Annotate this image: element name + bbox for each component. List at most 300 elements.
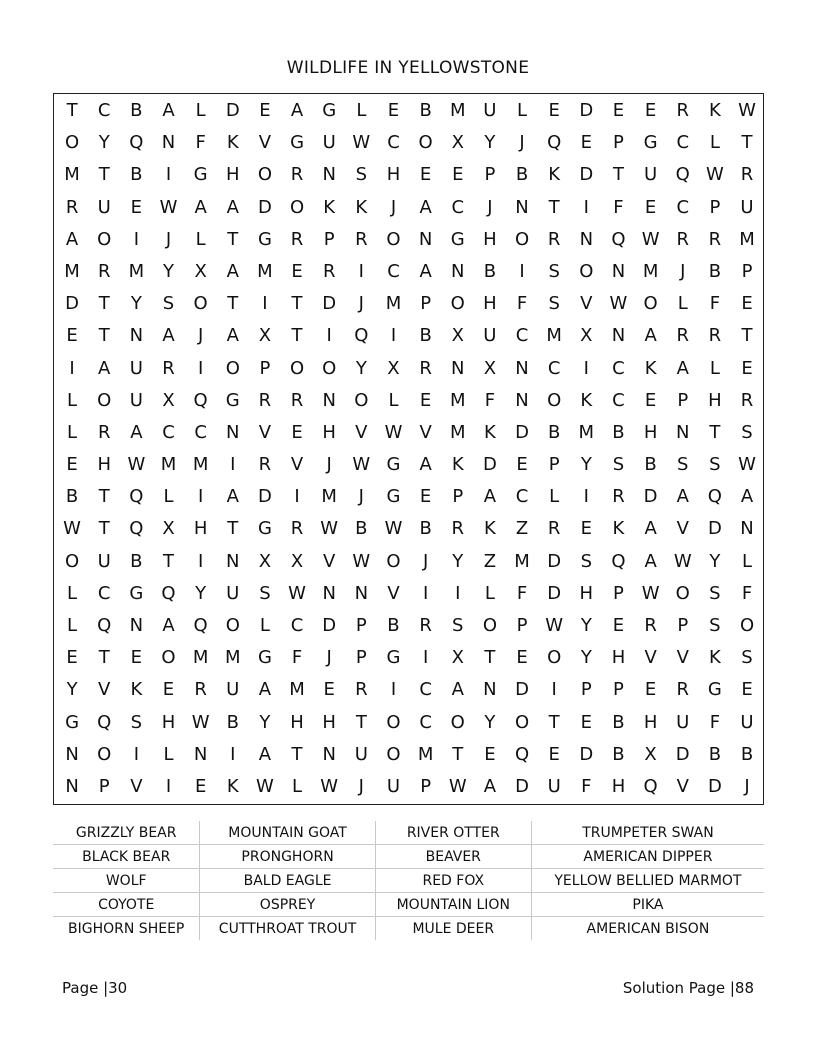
grid-letter: W [159,196,178,218]
grid-letter: W [641,228,660,250]
grid-letter: I [294,486,300,508]
grid-letter: O [514,711,530,733]
word-list-table [53,821,764,940]
grid-letter: E [741,679,753,701]
grid-letter: S [709,615,721,636]
grid-letter: L [67,582,78,604]
grid-letter: U [354,743,368,765]
grid-letter: J [326,647,332,669]
grid-letter: G [386,486,401,508]
grid-letter: P [452,486,464,508]
grid-letter: G [707,679,722,701]
grid-letter: U [129,389,143,411]
grid-letter: S [130,711,143,733]
grid-letter: A [419,260,432,282]
grid-letter: K [644,357,657,379]
grid-letter: E [291,421,303,443]
grid-letter: N [322,164,336,186]
grid-letter: X [644,743,657,765]
grid-letter: P [677,389,689,411]
grid-letter: A [419,454,432,476]
grid-letter: R [676,100,689,121]
grid-letter: X [451,325,464,347]
word-list-item: GRIZZLY BEAR [53,821,200,845]
grid-letter: H [322,711,336,733]
grid-letter: O [482,615,497,636]
grid-letter: P [323,228,335,250]
grid-letter: O [257,164,272,186]
grid-letter: Q [97,711,112,733]
grid-letter: A [162,615,175,636]
grid-letter: F [613,196,624,218]
word-list-row [53,869,764,893]
grid-letter: E [66,325,78,347]
grid-letter: N [451,357,465,379]
grid-letter: G [225,389,240,411]
grid-letter: M [321,486,337,508]
grid-letter: P [709,196,721,218]
grid-letter: E [130,647,143,669]
grid-letter: B [708,743,722,765]
grid-letter: K [580,389,593,411]
grid-letter: K [451,454,464,476]
grid-row [56,224,763,256]
grid-letter: W [127,454,146,476]
grid-letter: K [708,647,721,669]
grid-letter: W [191,711,210,733]
grid-letter: M [739,228,755,250]
grid-row [56,546,763,578]
grid-letter: I [165,164,172,186]
grid-letter: R [290,389,304,411]
grid-letter: A [226,260,239,282]
grid-letter: P [580,679,592,701]
grid-letter: T [98,486,110,508]
grid-letter: A [676,357,689,379]
grid-letter: I [583,357,589,379]
grid-letter: R [451,518,465,540]
grid-letter: E [644,389,657,411]
grid-letter: B [419,100,432,121]
grid-letter: Y [709,550,721,572]
grid-letter: R [258,454,272,476]
grid-letter: G [257,228,272,250]
grid-letter: I [422,582,429,604]
grid-letter: U [740,711,754,733]
grid-letter: R [547,228,561,250]
grid-letter: R [258,389,272,411]
grid-letter: T [227,293,239,315]
grid-letter: W [256,775,274,797]
grid-letter: G [386,647,401,669]
grid-letter: E [580,132,592,154]
grid-letter: T [98,164,110,186]
grid-letter: I [583,196,589,218]
grid-letter: D [322,293,337,315]
grid-letter: S [612,454,625,476]
grid-letter: L [549,486,560,508]
grid-letter: E [66,647,78,669]
grid-letter: V [676,647,689,669]
grid-letter: X [483,357,497,379]
grid-letter: N [322,743,336,765]
grid-letter: K [483,518,496,540]
grid-letter: D [257,486,272,508]
grid-letter: O [514,228,530,250]
grid-letter: Y [580,454,592,476]
word-list-item: BALD EAGLE [200,869,375,893]
grid-letter: U [129,357,143,379]
grid-row [56,674,763,706]
grid-letter: R [355,228,368,250]
grid-letter: E [741,357,753,379]
grid-letter: N [226,421,240,443]
grid-letter: O [322,357,337,379]
word-list-item: RIVER OTTER [375,821,531,845]
grid-letter: W [320,518,339,540]
grid-letter: G [386,454,401,476]
grid-letter: E [580,518,592,540]
grid-letter: J [358,486,364,508]
word-list-row [53,821,764,845]
grid-letter: F [516,293,528,315]
grid-letter: A [740,486,754,508]
grid-letter: D [579,164,594,186]
grid-letter: S [580,550,593,572]
grid-row [56,95,763,127]
grid-letter: Y [484,711,496,733]
grid-letter: A [258,679,272,701]
grid-letter: M [385,293,402,315]
grid-letter: O [579,260,594,282]
grid-letter: U [226,679,240,701]
grid-letter: Q [97,615,112,636]
grid-letter: H [290,711,304,733]
grid-letter: K [226,775,239,797]
grid-letter: S [259,582,271,604]
word-list-item: WOLF [53,869,200,893]
grid-letter: Q [193,389,208,411]
grid-letter: R [290,228,304,250]
grid-letter: E [259,100,271,121]
grid-letter: Y [66,679,78,701]
grid-letter: X [258,550,272,572]
grid-letter: Y [162,260,174,282]
grid-letter: P [613,582,624,604]
grid-letter: B [226,711,239,733]
grid-letter: B [612,743,625,765]
grid-letter: H [611,647,626,669]
grid-letter: W [673,550,692,572]
grid-letter: L [709,357,720,379]
grid-letter: P [355,615,367,636]
grid-letter: Y [195,582,207,604]
grid-letter: N [65,743,79,765]
grid-letter: R [676,325,689,347]
word-list-item: AMERICAN BISON [586,920,710,937]
grid-letter: O [643,293,658,315]
grid-letter: H [161,711,176,733]
grid-letter: R [419,357,432,379]
grid-letter: R [419,615,432,636]
grid-letter: M [449,100,466,121]
grid-letter: Q [547,132,562,154]
grid-letter: T [98,293,110,315]
grid-letter: F [516,582,528,604]
grid-letter: J [487,196,493,218]
grid-letter: X [451,132,464,154]
grid-letter: R [740,389,754,411]
grid-letter: C [97,100,111,121]
grid-letter: E [194,775,207,797]
grid-letter: A [644,550,657,572]
grid-letter: E [612,100,625,121]
grid-letter: A [419,196,432,218]
grid-letter: C [612,357,625,379]
grid-letter: P [516,615,528,636]
grid-letter: S [548,260,560,282]
grid-letter: W [738,100,756,121]
grid-letter: R [355,679,368,701]
grid-letter: M [449,389,466,411]
grid-letter: I [197,550,204,572]
grid-letter: E [644,679,657,701]
grid-letter: W [320,775,339,797]
grid-letter: V [644,647,657,669]
grid-row [56,642,763,674]
grid-letter: P [420,775,432,797]
grid-letter: D [547,550,562,572]
grid-letter: K [612,518,625,540]
grid-letter: T [162,550,174,572]
grid-letter: N [354,582,369,604]
grid-letter: X [451,647,464,669]
grid-letter: W [705,164,724,186]
grid-letter: B [515,164,529,186]
grid-letter: E [130,196,143,218]
grid-letter: W [609,293,628,315]
grid-letter: J [744,775,750,797]
grid-letter: O [386,711,401,733]
grid-letter: N [676,421,690,443]
grid-letter: R [97,421,111,443]
grid-letter: C [290,615,304,636]
grid-letter: R [194,679,207,701]
grid-row [56,578,763,610]
grid-letter: E [741,293,753,315]
grid-letter: L [163,486,174,508]
grid-letter: R [547,518,561,540]
grid-letter: E [612,615,625,636]
grid-letter: F [195,132,206,154]
grid-letter: Q [129,518,144,540]
grid-letter: B [708,260,722,282]
grid-letter: P [548,454,560,476]
grid-letter: I [197,486,204,508]
grid-letter: W [288,582,306,604]
grid-letter: J [165,228,172,250]
grid-letter: E [452,164,464,186]
grid-letter: D [579,743,594,765]
grid-letter: H [643,421,658,443]
grid-row [56,513,763,545]
grid-letter: N [193,743,208,765]
grid-letter: N [418,228,433,250]
grid-letter: A [644,325,657,347]
grid-letter: K [130,679,143,701]
grid-letter: Q [611,228,626,250]
grid-letter: A [162,325,175,347]
grid-letter: M [64,260,80,282]
grid-letter: L [677,293,688,315]
grid-letter: A [676,486,689,508]
grid-letter: V [323,550,336,572]
grid-letter: D [515,421,529,443]
grid-letter: W [384,518,403,540]
grid-letter: U [322,132,336,154]
grid-letter: F [291,647,303,669]
grid-letter: L [709,132,720,154]
grid-letter: U [644,164,658,186]
grid-row [56,256,763,288]
grid-letter: O [193,293,208,315]
grid-letter: K [226,132,239,154]
grid-row [56,320,763,352]
grid-letter: I [551,679,557,701]
grid-letter: Q [161,582,176,604]
grid-letter: J [680,260,686,282]
grid-letter: N [129,325,144,347]
grid-letter: Y [484,132,496,154]
grid-letter: Z [515,518,529,540]
grid-letter: T [741,325,753,347]
grid-letter: T [98,518,110,540]
grid-letter: N [483,679,497,701]
grid-letter: E [644,196,657,218]
grid-letter: U [386,775,401,797]
grid-letter: K [355,196,368,218]
grid-letter: R [290,164,304,186]
grid-letter: L [484,582,495,604]
grid-letter: H [226,164,240,186]
grid-row [56,449,763,481]
grid-letter: F [741,582,753,604]
grid-letter: K [323,196,336,218]
grid-letter: L [292,775,303,797]
grid-letter: M [578,421,595,443]
grid-letter: T [227,228,239,250]
grid-letter: Q [707,486,722,508]
grid-letter: R [322,260,336,282]
grid-letter: H [386,164,401,186]
grid-letter: M [417,743,434,765]
word-list-item: BLACK BEAR [53,845,200,869]
grid-letter: O [161,647,176,669]
grid-letter: Q [129,132,144,154]
grid-row [56,417,763,449]
grid-letter: A [290,100,304,121]
grid-letter: X [387,357,400,379]
grid-letter: N [740,518,754,540]
grid-letter: W [352,454,371,476]
grid-letter: H [483,228,497,250]
grid-letter: T [484,647,496,669]
grid-letter: A [130,421,143,443]
word-list-item: BEAVER [375,845,531,869]
grid-letter: U [226,582,240,604]
grid-letter: G [257,518,272,540]
grid-letter: L [356,100,367,121]
grid-letter: F [581,775,592,797]
grid-letter: C [419,711,432,733]
grid-letter: C [676,132,690,154]
grid-letter: E [516,454,528,476]
grid-letter: M [64,164,80,186]
grid-letter: S [677,454,689,476]
grid-letter: Q [675,164,690,186]
grid-letter: F [484,389,496,411]
grid-letter: Y [130,293,142,315]
grid-letter: D [322,615,337,636]
grid-letter: C [194,421,207,443]
grid-letter: V [258,132,272,154]
grid-letter: M [546,325,562,347]
grid-letter: S [355,164,368,186]
grid-letter: P [741,260,753,282]
grid-letter: O [450,293,465,315]
grid-letter: D [515,775,529,797]
grid-letter: G [65,711,80,733]
grid-letter: K [708,100,721,121]
grid-letter: R [97,260,111,282]
grid-letter: T [355,711,367,733]
grid-letter: W [352,550,371,572]
grid-row [56,385,763,417]
word-list-item: COYOTE [53,893,200,917]
grid-letter: W [384,421,403,443]
grid-letter: I [133,228,139,250]
word-list-item: AMERICAN DIPPER [531,845,764,869]
grid-letter: O [386,228,401,250]
grid-letter: W [545,615,564,636]
grid-letter: A [162,100,175,121]
grid-letter: A [65,228,79,250]
grid-letter: B [612,421,625,443]
grid-letter: W [448,775,467,797]
grid-letter: M [257,260,273,282]
grid-letter: Z [483,550,497,572]
grid-letter: E [484,743,496,765]
grid-letter: X [290,550,304,572]
word-list-row [53,917,764,941]
grid-letter: F [709,293,721,315]
word-list-row [53,845,764,869]
grid-letter: I [262,293,268,315]
grid-letter: I [455,582,461,604]
word-search-grid [53,93,764,805]
grid-letter: B [419,325,432,347]
grid-letter: Y [580,647,592,669]
grid-letter: G [129,582,144,604]
grid-letter: L [67,389,78,411]
grid-letter: V [258,421,272,443]
grid-letter: N [65,775,79,797]
grid-letter: O [386,550,401,572]
grid-letter: V [387,582,400,604]
grid-letter: I [133,743,139,765]
grid-letter: R [708,228,722,250]
grid-letter: W [738,454,756,476]
